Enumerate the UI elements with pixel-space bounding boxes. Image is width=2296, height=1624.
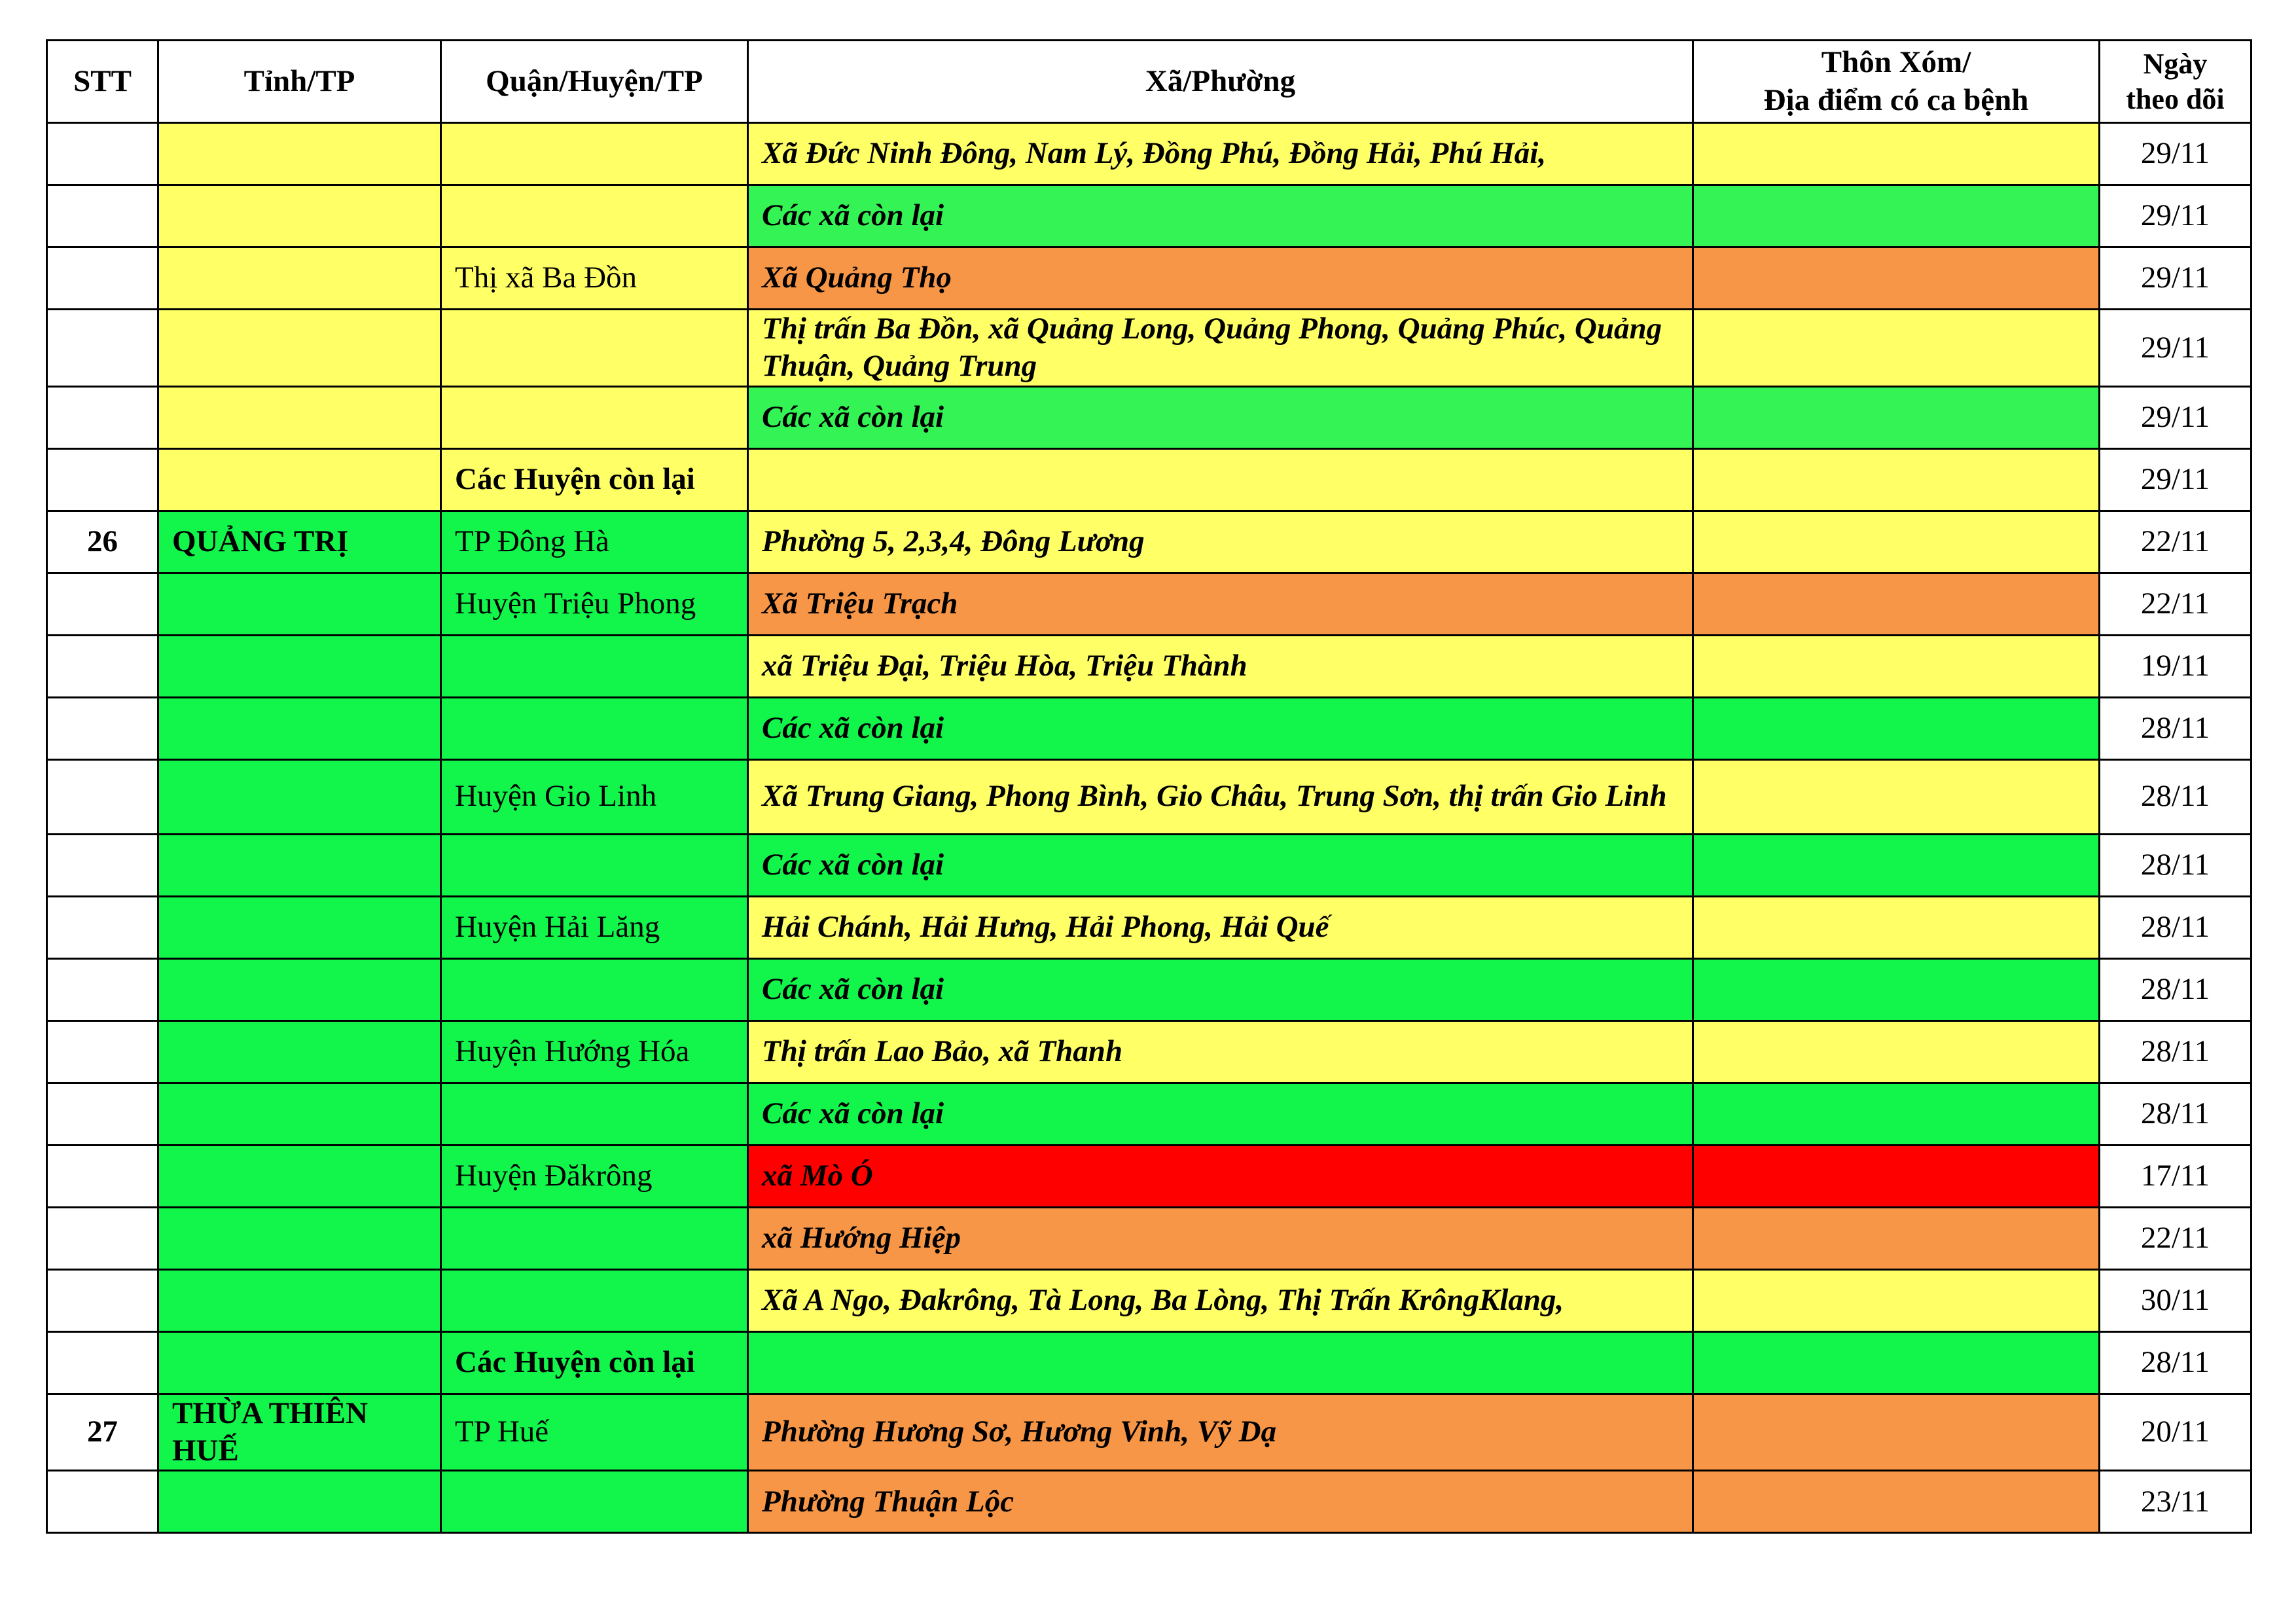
cell-ward: Các xã còn lại <box>748 1083 1693 1145</box>
cell-ward: Các xã còn lại <box>748 185 1693 247</box>
cell-hamlet <box>1693 1394 2100 1471</box>
cell-ward: Xã Trung Giang, Phong Bình, Gio Châu, Trung Sơn, thị trấn Gio Linh <box>748 759 1693 834</box>
cell-province <box>158 1471 441 1533</box>
table-row <box>47 123 2251 185</box>
cell-date: 22/11 <box>2100 511 2251 573</box>
cell-province <box>158 185 441 247</box>
cell-province <box>158 123 441 185</box>
cell-province <box>158 310 441 387</box>
cell-province <box>158 759 441 834</box>
cell-ward: xã Mò Ó <box>748 1145 1693 1207</box>
cell-hamlet <box>1693 247 2100 310</box>
header-province: Tỉnh/TP <box>158 41 441 123</box>
header-hamlet <box>1693 41 2100 123</box>
cell-ward: Xã Triệu Trạch <box>748 573 1693 635</box>
cell-date: 29/11 <box>2100 185 2251 247</box>
cell-ward: Các xã còn lại <box>748 958 1693 1020</box>
table-row <box>47 635 2251 697</box>
cell-date: 28/11 <box>2100 1083 2251 1145</box>
cell-date: 30/11 <box>2100 1269 2251 1331</box>
table-row <box>47 247 2251 310</box>
cell-province <box>158 1020 441 1083</box>
cell-province <box>158 448 441 511</box>
table-row <box>47 834 2251 896</box>
cell-hamlet <box>1693 958 2100 1020</box>
cell-stt <box>47 896 158 958</box>
cell-district <box>441 1083 748 1145</box>
cell-date: 28/11 <box>2100 697 2251 759</box>
cell-province <box>158 697 441 759</box>
cell-hamlet <box>1693 1269 2100 1331</box>
cell-hamlet <box>1693 635 2100 697</box>
table-row <box>47 1269 2251 1331</box>
header-row <box>47 41 2251 123</box>
cell-district: Thị xã Ba Đồn <box>441 247 748 310</box>
header-date-line2: theo dõi <box>2126 82 2225 115</box>
table-row <box>47 310 2251 387</box>
cell-hamlet <box>1693 834 2100 896</box>
cell-stt <box>47 1471 158 1533</box>
cell-stt <box>47 573 158 635</box>
cell-stt <box>47 185 158 247</box>
cell-ward <box>748 1331 1693 1394</box>
cell-hamlet <box>1693 1020 2100 1083</box>
cell-province <box>158 1207 441 1269</box>
table-row <box>47 1331 2251 1394</box>
cell-date: 23/11 <box>2100 1471 2251 1533</box>
monitoring-table <box>46 39 2252 1534</box>
cell-district: TP Huế <box>441 1394 748 1471</box>
table-row <box>47 1471 2251 1533</box>
cell-hamlet <box>1693 759 2100 834</box>
cell-ward: Xã Quảng Thọ <box>748 247 1693 310</box>
cell-stt <box>47 1020 158 1083</box>
cell-district: Huyện Hải Lăng <box>441 896 748 958</box>
table-row <box>47 697 2251 759</box>
cell-district <box>441 1269 748 1331</box>
table-row <box>47 448 2251 511</box>
cell-date: 28/11 <box>2100 1020 2251 1083</box>
cell-stt <box>47 834 158 896</box>
cell-ward: Xã A Ngo, Đakrông, Tà Long, Ba Lòng, Thị Trấn KrôngKlang, <box>748 1269 1693 1331</box>
header-date-line1: Ngày <box>2143 47 2208 80</box>
cell-hamlet <box>1693 1145 2100 1207</box>
cell-province <box>158 1331 441 1394</box>
table-row <box>47 386 2251 448</box>
cell-stt <box>47 697 158 759</box>
cell-date: 29/11 <box>2100 386 2251 448</box>
table-row <box>47 1083 2251 1145</box>
cell-province <box>158 247 441 310</box>
table-row <box>47 511 2251 573</box>
cell-province <box>158 1145 441 1207</box>
cell-ward: Các xã còn lại <box>748 697 1693 759</box>
table-row <box>47 1020 2251 1083</box>
cell-district: Huyện Hướng Hóa <box>441 1020 748 1083</box>
cell-stt <box>47 1207 158 1269</box>
cell-date: 29/11 <box>2100 123 2251 185</box>
table-row <box>47 958 2251 1020</box>
cell-date: 28/11 <box>2100 759 2251 834</box>
table-row <box>47 759 2251 834</box>
cell-hamlet <box>1693 896 2100 958</box>
cell-hamlet <box>1693 1207 2100 1269</box>
cell-hamlet <box>1693 310 2100 387</box>
cell-hamlet <box>1693 448 2100 511</box>
table-body <box>47 123 2251 1533</box>
cell-province: THỪA THIÊN HUẾ <box>158 1394 441 1471</box>
table-row <box>47 1145 2251 1207</box>
cell-district <box>441 1207 748 1269</box>
cell-date: 28/11 <box>2100 834 2251 896</box>
cell-date: 17/11 <box>2100 1145 2251 1207</box>
cell-ward: Các xã còn lại <box>748 834 1693 896</box>
cell-stt <box>47 635 158 697</box>
cell-province <box>158 958 441 1020</box>
cell-date: 22/11 <box>2100 573 2251 635</box>
cell-hamlet <box>1693 697 2100 759</box>
cell-district: TP Đông Hà <box>441 511 748 573</box>
cell-province: QUẢNG TRỊ <box>158 511 441 573</box>
cell-stt <box>47 1145 158 1207</box>
cell-stt: 26 <box>47 511 158 573</box>
cell-stt <box>47 1083 158 1145</box>
table-row <box>47 573 2251 635</box>
cell-hamlet <box>1693 573 2100 635</box>
cell-province <box>158 386 441 448</box>
cell-date: 22/11 <box>2100 1207 2251 1269</box>
cell-ward <box>748 448 1693 511</box>
cell-date: 28/11 <box>2100 958 2251 1020</box>
cell-district: Huyện Gio Linh <box>441 759 748 834</box>
cell-date: 29/11 <box>2100 310 2251 387</box>
cell-hamlet <box>1693 1083 2100 1145</box>
cell-district <box>441 697 748 759</box>
cell-ward: Phường 5, 2,3,4, Đông Lương <box>748 511 1693 573</box>
cell-stt <box>47 310 158 387</box>
cell-date: 28/11 <box>2100 1331 2251 1394</box>
table-row <box>47 896 2251 958</box>
cell-hamlet <box>1693 123 2100 185</box>
cell-district: Huyện Triệu Phong <box>441 573 748 635</box>
cell-ward: Các xã còn lại <box>748 386 1693 448</box>
table-row <box>47 185 2251 247</box>
cell-date: 19/11 <box>2100 635 2251 697</box>
cell-date: 29/11 <box>2100 247 2251 310</box>
table-row <box>47 1394 2251 1471</box>
cell-hamlet <box>1693 386 2100 448</box>
cell-district <box>441 386 748 448</box>
table-row <box>47 1207 2251 1269</box>
cell-date: 28/11 <box>2100 896 2251 958</box>
cell-province <box>158 834 441 896</box>
cell-district <box>441 834 748 896</box>
cell-district <box>441 958 748 1020</box>
cell-stt <box>47 958 158 1020</box>
cell-stt <box>47 448 158 511</box>
cell-ward: xã Triệu Đại, Triệu Hòa, Triệu Thành <box>748 635 1693 697</box>
header-date <box>2100 41 2251 123</box>
cell-ward: Thị trấn Lao Bảo, xã Thanh <box>748 1020 1693 1083</box>
cell-district <box>441 123 748 185</box>
cell-stt <box>47 247 158 310</box>
cell-district <box>441 310 748 387</box>
cell-province <box>158 635 441 697</box>
cell-province <box>158 573 441 635</box>
cell-stt <box>47 759 158 834</box>
cell-hamlet <box>1693 511 2100 573</box>
cell-province <box>158 1269 441 1331</box>
cell-hamlet <box>1693 1331 2100 1394</box>
cell-ward: Phường Thuận Lộc <box>748 1471 1693 1533</box>
cell-district <box>441 635 748 697</box>
cell-district: Các Huyện còn lại <box>441 448 748 511</box>
cell-ward: Phường Hương Sơ, Hương Vinh, Vỹ Dạ <box>748 1394 1693 1471</box>
cell-district <box>441 1471 748 1533</box>
cell-ward: Thị trấn Ba Đồn, xã Quảng Long, Quảng Phong, Quảng Phúc, Quảng Thuận, Quảng Trung <box>748 310 1693 387</box>
cell-ward: xã Hướng Hiệp <box>748 1207 1693 1269</box>
cell-district: Huyện Đăkrông <box>441 1145 748 1207</box>
header-district: Quận/Huyện/TP <box>441 41 748 123</box>
cell-ward: Xã Đức Ninh Đông, Nam Lý, Đồng Phú, Đồng Hải, Phú Hải, <box>748 123 1693 185</box>
header-hamlet-line2: Địa điểm có ca bệnh <box>1763 82 2029 117</box>
cell-hamlet <box>1693 1471 2100 1533</box>
header-ward: Xã/Phường <box>748 41 1693 123</box>
cell-hamlet <box>1693 185 2100 247</box>
cell-stt <box>47 123 158 185</box>
cell-stt <box>47 1331 158 1394</box>
cell-stt: 27 <box>47 1394 158 1471</box>
cell-stt <box>47 1269 158 1331</box>
cell-date: 29/11 <box>2100 448 2251 511</box>
header-stt: STT <box>47 41 158 123</box>
cell-province <box>158 1083 441 1145</box>
cell-district <box>441 185 748 247</box>
cell-district: Các Huyện còn lại <box>441 1331 748 1394</box>
cell-stt <box>47 386 158 448</box>
cell-province <box>158 896 441 958</box>
cell-date: 20/11 <box>2100 1394 2251 1471</box>
cell-ward: Hải Chánh, Hải Hưng, Hải Phong, Hải Quế <box>748 896 1693 958</box>
header-hamlet-line1: Thôn Xóm/ <box>1821 45 1971 80</box>
